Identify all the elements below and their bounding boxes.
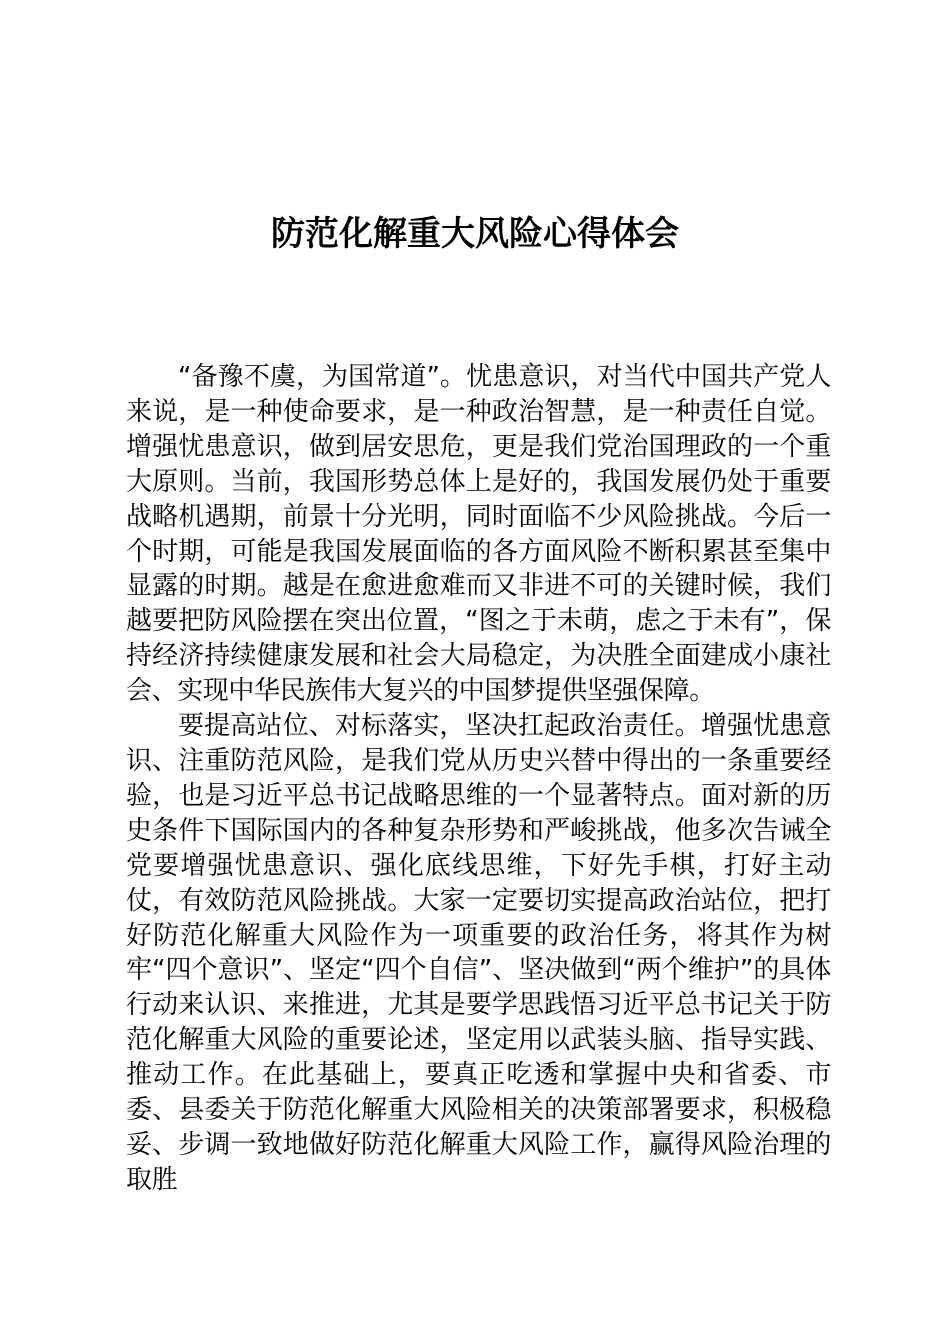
document-title: 防范化解重大风险心得体会 xyxy=(271,214,679,254)
paragraph-1: “备豫不虞，为国常道”。忧患意识，对当代中国共产党人来说，是一种使命要求，是一种政治智慧，是一种责任自觉。增强忧患意识，做到居安思危，更是我们党治国理政的一个重大原则。当前，我国形势总体上是好的，我国发展仍处于重要战略机遇期，前景十分光明，同时面临不少风险挑战。今后一个时期，可能是我国发展面临的各方面风险不断积累甚至集中显露的时期。越是在愈进愈难而又非进不可的关键时候，我们越要把防风险摆在突出位置，“图之于未萌，虑之于未有”，保持经济持续健康发展和社会大局稳定，为决胜全面建成小康社会、实现中华民族伟大复兴的中国梦提供坚强保障。 xyxy=(126,362,831,707)
document-body xyxy=(126,360,831,1198)
paragraph-2: 要提高站位、对标落实，坚决扛起政治责任。增强忧患意识、注重防范风险，是我们党从历史兴替中得出的一条重要经验，也是习近平总书记战略思维的一个显著特点。面对新的历史条件下国际国内的各种复杂形势和严峻挑战，他多次告诫全党要增强忧患意识、强化底线思维，下好先手棋，打好主动仗，有效防范风险挑战。大家一定要切实提高政治站位，把打好防范化解重大风险作为一项重要的政治任务，将其作为树牢“四个意识”、坚定“四个自信”、坚决做到“两个维护”的具体行动来认识、来推进，尤其是要学思践悟习近平总书记关于防范化解重大风险的重要论述，坚定用以武装头脑、指导实践、推动工作。在此基础上，要真正吃透和掌握中央和省委、市委、县委关于防范化解重大风险相关的决策部署要求，积极稳妥、步调一致地做好防范化解重大风险工作，赢得风险治理的取胜 xyxy=(126,711,831,1195)
